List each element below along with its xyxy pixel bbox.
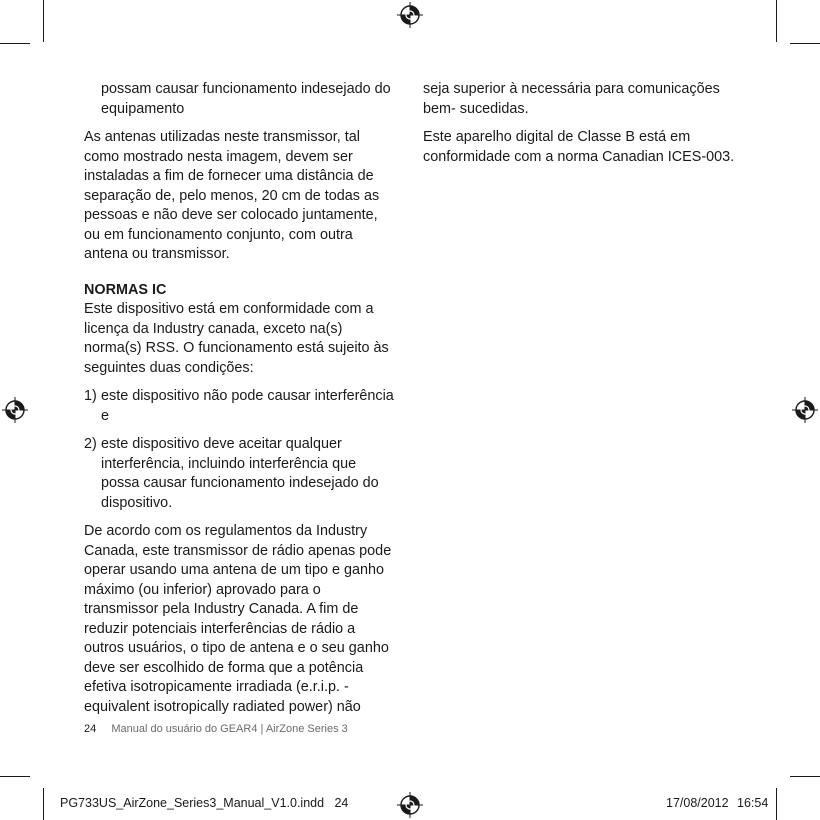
list-item bbox=[84, 435, 396, 513]
continuation-text: seja superior à necessária para comunicações bem- sucedidas. bbox=[423, 81, 720, 117]
list-item-text: este dispositivo não pode causar interferência e bbox=[101, 388, 394, 424]
right-column bbox=[423, 80, 743, 176]
crop-mark-bottom-left-horizontal bbox=[0, 776, 30, 777]
slug-time: 16:54 bbox=[737, 796, 769, 810]
crop-mark-top-left-horizontal bbox=[0, 43, 30, 44]
crop-mark-top-left-vertical bbox=[43, 0, 44, 42]
list-item-number: 2) bbox=[84, 436, 97, 452]
crop-mark-top-right-vertical bbox=[776, 0, 777, 42]
crop-mark-bottom-right-vertical bbox=[776, 788, 777, 820]
crop-mark-top-right-horizontal bbox=[790, 43, 820, 44]
crop-mark-bottom-right-horizontal bbox=[790, 776, 820, 777]
crop-mark-bottom-left-vertical bbox=[43, 788, 44, 820]
page-footer bbox=[84, 723, 348, 735]
registration-mark-icon bbox=[397, 792, 423, 818]
ic-intro-paragraph: Este dispositivo está em conformidade com a licença da Industry canada, exceto na(s) norma(s) RSS. O funcionamento está sujeito às seguintes duas condições: bbox=[84, 301, 389, 376]
list-item-number: 1) bbox=[84, 388, 97, 404]
list-item bbox=[84, 387, 396, 426]
registration-mark-icon bbox=[2, 397, 28, 423]
page-number: 24 bbox=[84, 723, 97, 735]
left-column bbox=[84, 80, 396, 726]
running-title: Manual do usuário do GEAR4 | AirZone Series 3 bbox=[111, 723, 348, 735]
registration-mark-icon bbox=[792, 397, 818, 423]
slug-filename: PG733US_AirZone_Series3_Manual_V1.0.indd 24 bbox=[60, 796, 349, 810]
antenna-paragraph: As antenas utilizadas neste transmissor, tal como mostrado nesta imagem, devem ser instaladas a fim de fornecer uma distância de separação de, pelo menos, 20 cm de todas as pessoas e não deve ser colocado juntamente, ou em funcionamento conjunto, com outra antena ou transmissor. bbox=[84, 129, 380, 262]
section-heading: NORMAS IC bbox=[84, 281, 167, 298]
continuation-text: possam causar funcionamento indesejado do equipamento bbox=[101, 81, 391, 117]
regulation-paragraph: De acordo com os regulamentos da Industry Canada, este transmissor de rádio apenas pode operar usando uma antena de um tipo e ganho máximo (ou inferior) aprovado para o transmissor pela Industry Canada. A fim de reduzir potenciais interferências de rádio a outros usuários, o tipo de antena e o seu ganho deve ser escolhido de forma que a potência efetiva isotropicamente irradiada (e.r.i.p. - equivalent isotropically radiated power) não bbox=[84, 523, 392, 715]
ic-section bbox=[84, 281, 396, 718]
registration-mark-icon bbox=[397, 2, 423, 28]
slug-date: 17/08/2012 bbox=[666, 796, 729, 810]
list-item-text: este dispositivo deve aceitar qualquer interferência, incluindo interferência que possa causar funcionamento indesejado do dispositivo. bbox=[101, 436, 379, 511]
class-b-paragraph: Este aparelho digital de Classe B está em conformidade com a norma Canadian ICES-003. bbox=[423, 129, 735, 165]
